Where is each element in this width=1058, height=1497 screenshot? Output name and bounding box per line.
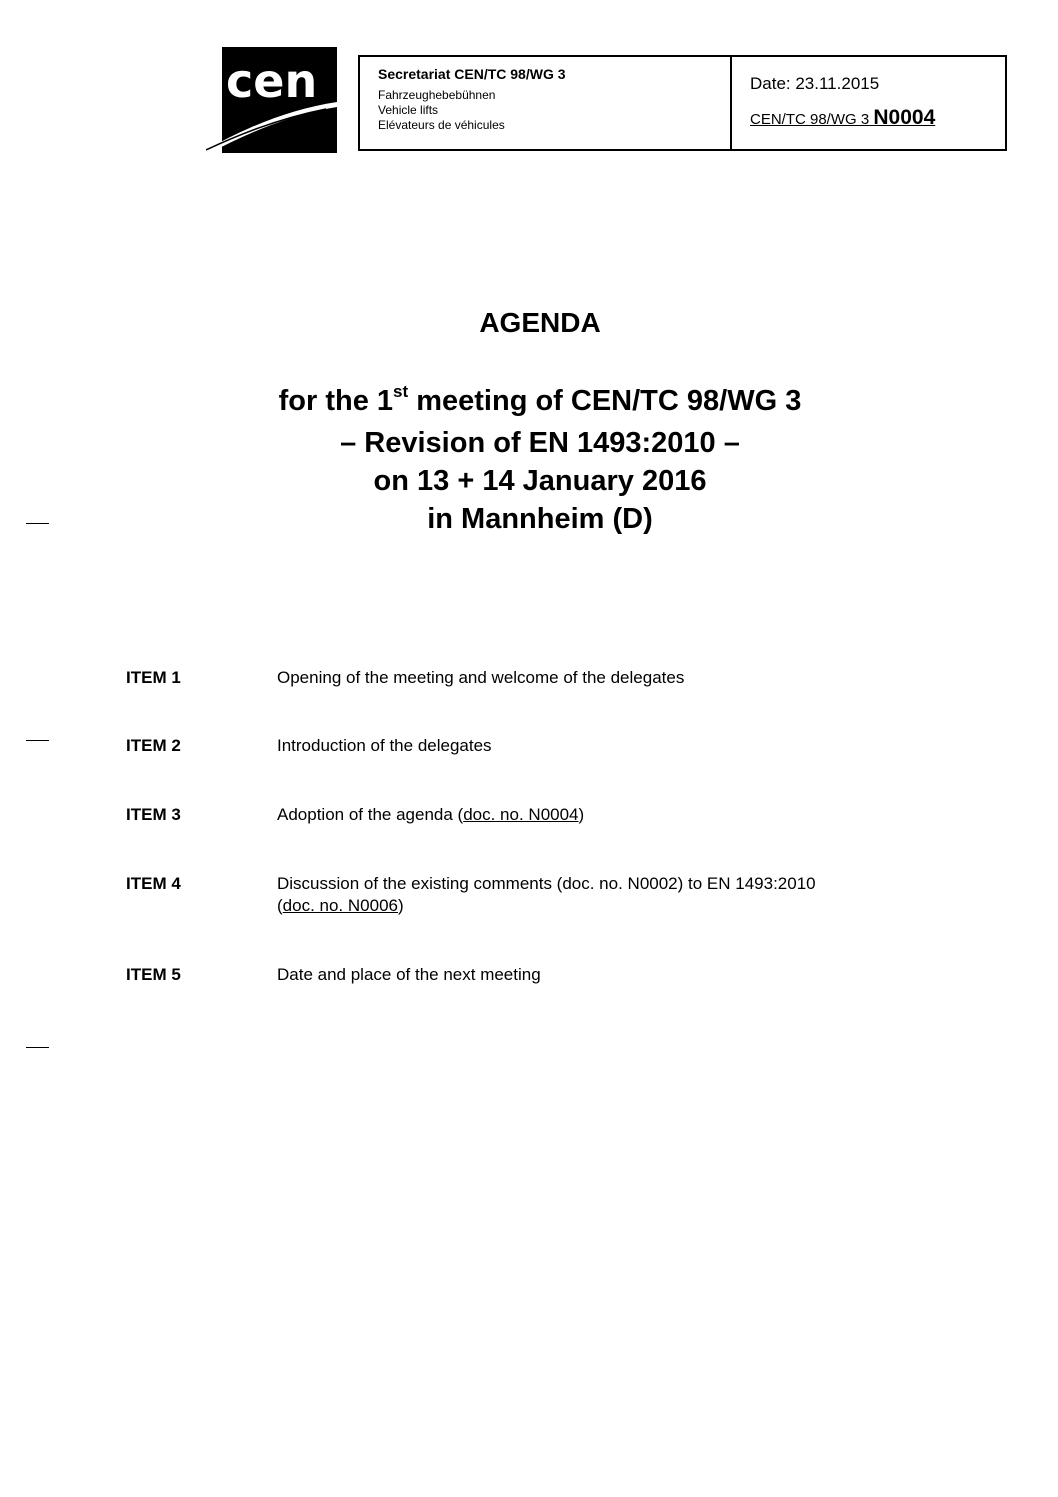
- document-reference: [750, 107, 1005, 131]
- title-line-2: – Revision of EN 1493:2010 –: [340, 427, 740, 459]
- header-secretariat-cell: [360, 57, 732, 149]
- agenda-item: [126, 735, 946, 757]
- agenda-item-label: ITEM 2: [126, 736, 181, 755]
- margin-mark: [26, 1047, 49, 1048]
- secretariat-title: Secretariat CEN/TC 98/WG 3: [378, 66, 566, 82]
- margin-mark: [26, 740, 49, 741]
- header-date-cell: [732, 57, 1005, 149]
- title-line-3: on 13 + 14 January 2016: [373, 465, 707, 497]
- cen-logo-icon: [206, 47, 337, 153]
- header-subline-en: Vehicle lifts: [378, 103, 439, 117]
- margin-mark: [26, 523, 49, 524]
- agenda-item-text: Introduction of the delegates: [277, 736, 492, 755]
- agenda-item-text-line: [277, 895, 946, 917]
- agenda-item: [126, 964, 946, 986]
- document-date: Date: 23.11.2015: [750, 74, 880, 93]
- agenda-item-text-pre: Adoption of the agenda (: [277, 805, 464, 824]
- logo-text: cen: [226, 54, 318, 108]
- agenda-item: [126, 804, 946, 826]
- agenda-item-label: ITEM 3: [126, 805, 181, 824]
- cen-logo: [206, 47, 337, 153]
- agenda-item-text: Date and place of the next meeting: [277, 965, 541, 984]
- agenda-item-text: [277, 804, 946, 826]
- agenda-item-text-post: ): [578, 805, 585, 824]
- agenda-title-block: [150, 306, 930, 538]
- agenda-item-text: Opening of the meeting and welcome of the delegates: [277, 668, 685, 687]
- doc-number: N0004: [873, 106, 936, 129]
- agenda-item: [126, 873, 946, 917]
- agenda-item-label: ITEM 4: [126, 874, 181, 893]
- title-line-1: [150, 382, 930, 424]
- agenda-item-text-line: Discussion of the existing comments (doc. no. N0002) to EN 1493:2010: [277, 874, 816, 893]
- header-subline-de: Fahrzeughebebühnen: [378, 88, 496, 102]
- document-header: [358, 55, 1007, 151]
- agenda-item: [126, 667, 946, 689]
- agenda-item-text: [277, 873, 946, 917]
- agenda-item-text-post: ): [397, 896, 404, 915]
- doc-prefix: CEN/TC 98/WG 3: [750, 111, 870, 128]
- agenda-item-label: ITEM 5: [126, 965, 181, 984]
- doc-link-n0006[interactable]: doc. no. N0006: [282, 896, 398, 915]
- agenda-heading: AGENDA: [479, 307, 601, 338]
- title-line-1-pre: for the 1: [278, 385, 394, 417]
- title-line-1-sup: st: [393, 382, 409, 401]
- header-subline-fr: Elévateurs de véhicules: [378, 118, 505, 132]
- title-line-1-post: meeting of CEN/TC 98/WG 3: [408, 385, 802, 417]
- doc-link-n0004[interactable]: doc. no. N0004: [463, 805, 579, 824]
- title-line-4: in Mannheim (D): [427, 503, 653, 535]
- agenda-item-text-pre: (: [277, 896, 283, 915]
- agenda-item-label: ITEM 1: [126, 668, 181, 687]
